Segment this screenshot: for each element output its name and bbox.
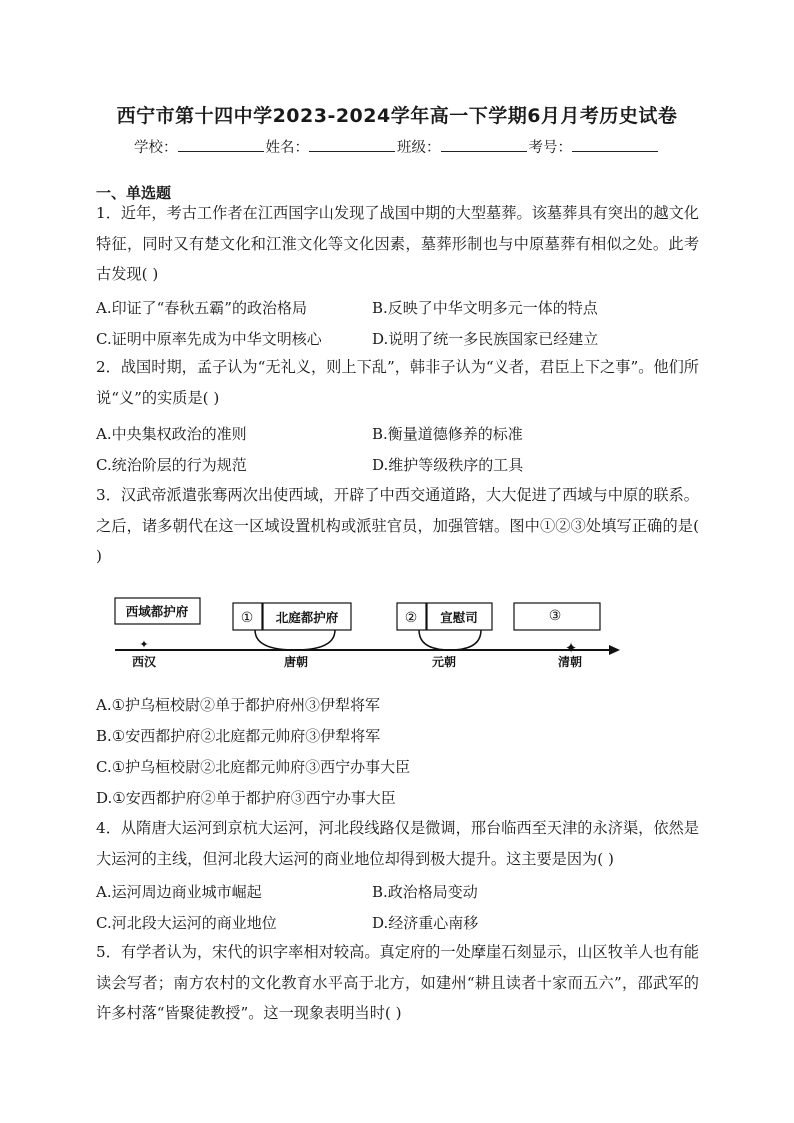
question-2-stem: 2．战国时期，孟子认为“无礼义，则上下乱”，韩非子认为“义者，君臣上下之事”。他们所说“义”的实质是( ) <box>96 358 699 407</box>
tick-qing: ✦ <box>564 640 578 657</box>
bracket-tang <box>255 630 335 650</box>
question-3-option-a[interactable]: A.①护乌桓校尉②单于都护府州③伊犁将军 <box>96 696 381 714</box>
school-blank[interactable] <box>178 136 264 152</box>
class-field <box>397 136 529 157</box>
question-2-option-b[interactable]: B.衡量道德修养的标准 <box>372 425 523 443</box>
label-beiting-duhufu: 北庭都护府 <box>275 611 339 625</box>
question-2-option-c[interactable]: C.统治阶层的行为规范 <box>96 456 247 474</box>
timeline-diagram <box>110 593 630 673</box>
school-field <box>134 136 266 157</box>
label-xuanweisi: 宣慰司 <box>440 611 478 625</box>
timeline-arrow <box>609 645 620 655</box>
question-4-option-b[interactable]: B.政治格局变动 <box>372 883 478 901</box>
question-1-option-a[interactable]: A.印证了“春秋五霸”的政治格局 <box>96 299 307 317</box>
era-yuan: 元朝 <box>431 655 457 669</box>
label-xiyu-duhufu: 西域都护府 <box>125 605 189 619</box>
question-1-option-c[interactable]: C.证明中原率先成为中华文明核心 <box>96 330 322 348</box>
era-qing: 清朝 <box>557 655 583 669</box>
bracket-yuan <box>419 630 481 650</box>
exam-number-label: 考号： <box>528 140 572 156</box>
slot-1-mark: ① <box>240 609 254 625</box>
question-3-option-d[interactable]: D.①安西都护府②单于都护府③西宁办事大臣 <box>96 789 396 807</box>
slot-2-mark: ② <box>404 609 418 625</box>
question-1-stem: 1．近年，考古工作者在江西国字山发现了战国中期的大型墓葬。该墓葬具有突出的越文化特征，同时又有楚文化和江淮文化等文化因素，墓葬形制也与中原墓葬有相似之处。此考古发现( ) <box>96 204 699 283</box>
question-4-option-c[interactable]: C.河北段大运河的商业地位 <box>96 914 277 932</box>
tick-xihan: ✦ <box>139 639 149 651</box>
slot-3-mark: ③ <box>548 607 562 623</box>
exam-number-blank[interactable] <box>572 136 658 152</box>
student-info-line <box>0 136 794 157</box>
exam-number-field <box>529 136 661 157</box>
question-4-option-a[interactable]: A.运河周边商业城市崛起 <box>96 883 262 901</box>
question-5-stem: 5．有学者认为，宋代的识字率相对较高。真定府的一处摩崖石刻显示，山区牧羊人也有能读会写者；南方农村的文化教育水平高于北方，如建州“耕且读者十家而五六”，邵武军的许多村落“皆聚徒教授”。这一现象表明当时( ) <box>96 943 699 1022</box>
question-2-option-a[interactable]: A.中央集权政治的准则 <box>96 425 247 443</box>
section-heading: 一、单选题 <box>96 184 172 202</box>
question-4-option-d[interactable]: D.经济重心南移 <box>372 914 479 932</box>
question-4-stem: 4．从隋唐大运河到京杭大运河，河北段线路仅是微调，邢台临西至天津的永济渠，依然是大运河的主线，但河北段大运河的商业地位却得到极大提升。这主要是因为( ) <box>96 819 699 868</box>
question-3-stem: 3．汉武帝派遣张骞两次出使西域，开辟了中西交通道路，大大促进了西域与中原的联系。之后，诸多朝代在这一区域设置机构或派驻官员，加强管辖。图中①②③处填写正确的是( ) <box>96 486 699 565</box>
question-1-option-d[interactable]: D.说明了统一多民族国家已经建立 <box>372 330 599 348</box>
era-tang: 唐朝 <box>283 655 309 669</box>
class-blank[interactable] <box>441 136 527 152</box>
question-1-option-b[interactable]: B.反映了中华文明多元一体的特点 <box>372 299 598 317</box>
name-field <box>266 136 398 157</box>
question-2-option-d[interactable]: D.维护等级秩序的工具 <box>372 456 524 474</box>
name-label: 姓名： <box>265 140 309 156</box>
name-blank[interactable] <box>309 136 395 152</box>
class-label: 班级： <box>397 140 441 156</box>
exam-title: 西宁市第十四中学2023-2024学年高一下学期6月月考历史试卷 <box>116 105 678 127</box>
era-xihan: 西汉 <box>131 655 157 669</box>
question-3-option-b[interactable]: B.①安西都护府②北庭都元帅府③伊犁将军 <box>96 727 381 745</box>
question-3-option-c[interactable]: C.①护乌桓校尉②北庭都元帅府③西宁办事大臣 <box>96 758 411 776</box>
school-label: 学校： <box>134 140 178 156</box>
